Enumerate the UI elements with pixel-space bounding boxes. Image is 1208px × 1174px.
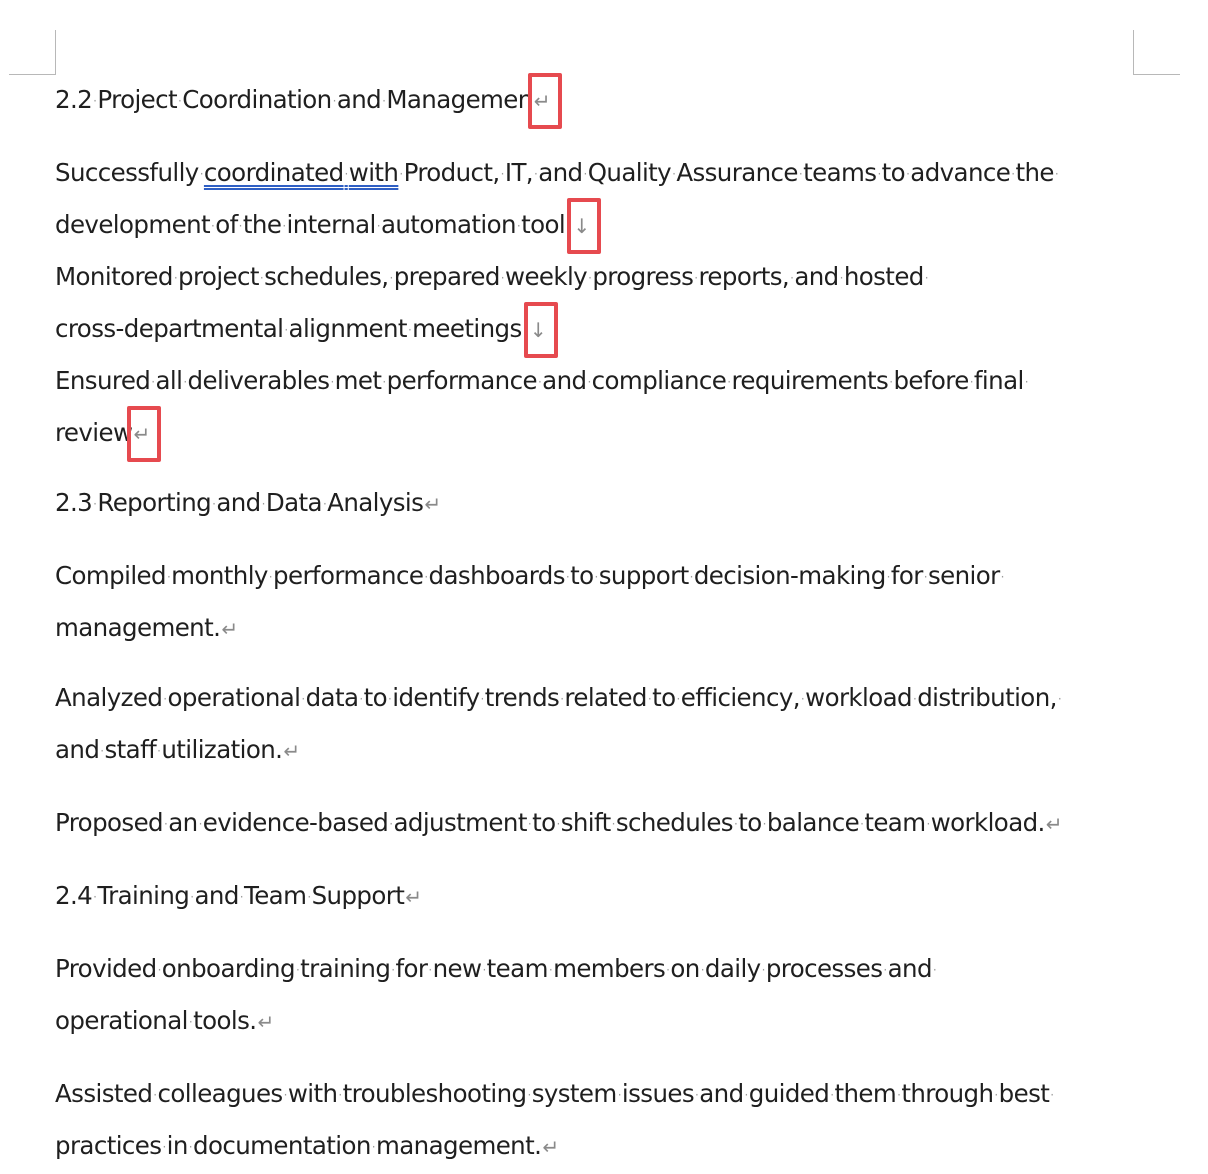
page-corner-top-left <box>9 30 56 75</box>
space-mark: · <box>93 497 97 511</box>
page-corner-top-right <box>1133 30 1180 75</box>
space-mark: · <box>261 497 265 511</box>
space-mark: · <box>666 963 670 977</box>
space-mark: · <box>211 219 215 233</box>
paragraph-mark: ↵ <box>542 1135 559 1159</box>
space-mark: · <box>556 817 560 831</box>
space-mark: · <box>153 1088 157 1102</box>
space-mark: · <box>839 271 843 285</box>
space-mark: · <box>239 890 243 904</box>
space-mark: · <box>295 963 300 977</box>
space-mark: · <box>376 219 380 233</box>
space-mark: · <box>897 1088 901 1102</box>
space-mark: · <box>744 1088 748 1102</box>
space-mark: · <box>371 1140 375 1154</box>
space-mark: · <box>500 271 504 285</box>
space-mark: · <box>537 375 542 389</box>
paragraph-mark: ↵ <box>1045 812 1062 836</box>
document-page[interactable] <box>55 76 1145 1174</box>
space-mark: · <box>587 375 591 389</box>
space-mark: · <box>860 817 864 831</box>
space-mark: · <box>283 1088 287 1102</box>
space-mark: · <box>307 890 311 904</box>
paragraph-mark: ↵ <box>405 885 422 909</box>
space-mark: · <box>617 1088 621 1102</box>
space-mark: · <box>676 692 680 706</box>
space-mark: · <box>516 219 521 233</box>
space-mark: · <box>800 692 805 706</box>
space-mark: · <box>359 692 363 706</box>
space-mark: · <box>389 271 393 285</box>
space-mark: · <box>382 94 386 108</box>
space-mark: · <box>548 963 553 977</box>
space-mark: · <box>93 890 97 904</box>
space-mark: · <box>382 375 386 389</box>
space-mark: · <box>173 271 178 285</box>
paragraph-mark: ↵ <box>221 617 238 641</box>
space-mark: · <box>798 167 803 181</box>
space-mark: · <box>994 1088 998 1102</box>
text-line[interactable]: Ensured·all·deliverables·met·performance·and·compliance·requirements·before·final· <box>55 366 1028 395</box>
space-mark: · <box>700 963 704 977</box>
space-mark: · <box>923 570 927 584</box>
body-paragraph[interactable] <box>55 674 1145 778</box>
text-line[interactable]: and·staff·utilization.↵ <box>55 735 300 764</box>
space-mark: · <box>482 963 486 977</box>
space-mark: · <box>500 167 504 181</box>
space-mark: · <box>886 570 890 584</box>
space-mark: · <box>594 570 598 584</box>
space-mark: · <box>912 692 917 706</box>
space-mark: · <box>188 1015 193 1029</box>
space-mark: · <box>164 817 168 831</box>
space-mark: · <box>727 375 731 389</box>
space-mark: · <box>695 1088 699 1102</box>
space-mark: · <box>199 167 203 181</box>
space-mark: · <box>301 692 305 706</box>
text-line[interactable]: 2.3·Reporting·and·Data·Analysis↵ <box>55 488 441 517</box>
text-line[interactable]: review↵ <box>55 418 150 447</box>
text-line[interactable]: Analyzed·operational·data·to·identify·trends·related·to·efficiency,·workload·distribution,· <box>55 683 1062 712</box>
text-line[interactable]: cross-departmental·alignment·meetings.↓ <box>55 314 546 343</box>
space-mark: · <box>1054 167 1059 181</box>
space-mark: · <box>391 963 395 977</box>
text-line[interactable]: development·of·the·internal·automation·tool.↓ <box>55 210 590 239</box>
space-mark: · <box>284 323 288 337</box>
space-mark: · <box>689 570 693 584</box>
space-mark: · <box>259 271 264 285</box>
text-line[interactable]: Successfully·coordinated·with·Product,·IT,·and·Quality·Assurance·teams·to·advance·the· <box>55 158 1059 187</box>
section-heading[interactable] <box>55 872 1145 924</box>
space-mark: · <box>1057 692 1062 706</box>
space-mark: · <box>583 167 587 181</box>
space-mark: · <box>1000 570 1004 584</box>
paragraph-mark: ↵ <box>257 1010 274 1034</box>
space-mark: · <box>157 963 161 977</box>
body-paragraph[interactable] <box>55 799 1145 851</box>
space-mark: · <box>100 744 104 758</box>
space-mark: · <box>588 271 592 285</box>
section-heading[interactable] <box>55 479 1145 531</box>
space-mark: · <box>480 692 484 706</box>
space-mark: · <box>268 570 273 584</box>
paragraph-mark: ↵ <box>424 492 441 516</box>
space-mark: · <box>407 323 412 337</box>
space-mark: · <box>157 744 161 758</box>
space-mark: · <box>388 692 392 706</box>
space-mark: · <box>344 167 348 181</box>
space-mark: · <box>565 570 570 584</box>
space-mark: · <box>212 497 216 511</box>
space-mark: · <box>611 817 615 831</box>
paragraph-mark: ↵ <box>283 739 300 763</box>
space-mark: · <box>830 1088 834 1102</box>
text-line[interactable]: management.↵ <box>55 613 238 642</box>
paragraph-mark: ↵ <box>133 422 150 446</box>
space-mark: · <box>190 890 194 904</box>
space-mark: · <box>906 167 910 181</box>
space-mark: · <box>166 570 171 584</box>
space-mark: · <box>389 817 393 831</box>
space-mark: · <box>926 817 930 831</box>
space-mark: · <box>1050 1088 1054 1102</box>
space-mark: · <box>282 219 286 233</box>
space-mark: · <box>762 817 766 831</box>
paragraph-mark: ↵ <box>533 89 550 113</box>
space-mark: · <box>733 817 738 831</box>
text-line[interactable]: Assisted·colleagues·with·troubleshooting·system·issues·and·guided·them·through·best· <box>55 1079 1054 1108</box>
space-mark: · <box>761 963 765 977</box>
space-mark: · <box>163 692 167 706</box>
body-paragraph[interactable] <box>55 149 1145 458</box>
body-paragraph[interactable] <box>55 552 1145 653</box>
space-mark: · <box>198 817 202 831</box>
space-mark: · <box>672 167 676 181</box>
space-mark: · <box>694 271 698 285</box>
line-break-mark: ↓ <box>529 318 546 342</box>
space-mark: · <box>399 167 403 181</box>
space-mark: · <box>151 375 155 389</box>
space-mark: · <box>1011 167 1015 181</box>
body-paragraph[interactable] <box>55 945 1145 1049</box>
space-mark: · <box>178 94 182 108</box>
space-mark: · <box>647 692 652 706</box>
text-line[interactable]: 2.2·Project·Coordination·and·Managemen↵ <box>55 85 550 114</box>
space-mark: · <box>1024 375 1028 389</box>
space-mark: · <box>238 219 242 233</box>
text-line[interactable]: operational·tools.↵ <box>55 1006 274 1035</box>
text-line[interactable]: 2.4·Training·and·Team·Support↵ <box>55 881 422 910</box>
space-mark: · <box>162 1140 166 1154</box>
space-mark: · <box>924 271 928 285</box>
space-mark: · <box>932 963 937 977</box>
space-mark: · <box>183 375 187 389</box>
space-mark: · <box>332 94 336 108</box>
space-mark: · <box>338 1088 342 1102</box>
text-line[interactable]: Proposed·an·evidence-based·adjustment·to·shift·schedules·to·balance·team·workload.↵ <box>55 808 1062 837</box>
space-mark: · <box>428 963 432 977</box>
text-line[interactable]: Compiled·monthly·performance·dashboards·to·support·decision-making·for·senior· <box>55 561 1004 590</box>
text-line[interactable]: practices·in·documentation·management.↵ <box>55 1131 559 1160</box>
section-heading[interactable] <box>55 76 1145 128</box>
grammar-underline[interactable]: coordinated·with <box>203 158 399 187</box>
body-paragraph[interactable] <box>55 1070 1145 1174</box>
space-mark: · <box>877 167 881 181</box>
space-mark: · <box>424 570 428 584</box>
space-mark: · <box>969 375 973 389</box>
space-mark: · <box>322 497 327 511</box>
space-mark: · <box>560 692 564 706</box>
space-mark: · <box>889 375 893 389</box>
space-mark: · <box>790 271 794 285</box>
space-mark: · <box>883 963 887 977</box>
text-line[interactable]: Monitored·project·schedules,·prepared·weekly·progress·reports,·and·hosted· <box>55 262 928 291</box>
space-mark: · <box>527 817 532 831</box>
text-line[interactable]: Provided·onboarding·training·for·new·team·members·on·daily·processes·and· <box>55 954 937 983</box>
space-mark: · <box>527 1088 531 1102</box>
space-mark: · <box>93 94 97 108</box>
line-break-mark: ↓ <box>573 214 590 238</box>
space-mark: · <box>330 375 334 389</box>
space-mark: · <box>188 1140 193 1154</box>
space-mark: · <box>534 167 538 181</box>
